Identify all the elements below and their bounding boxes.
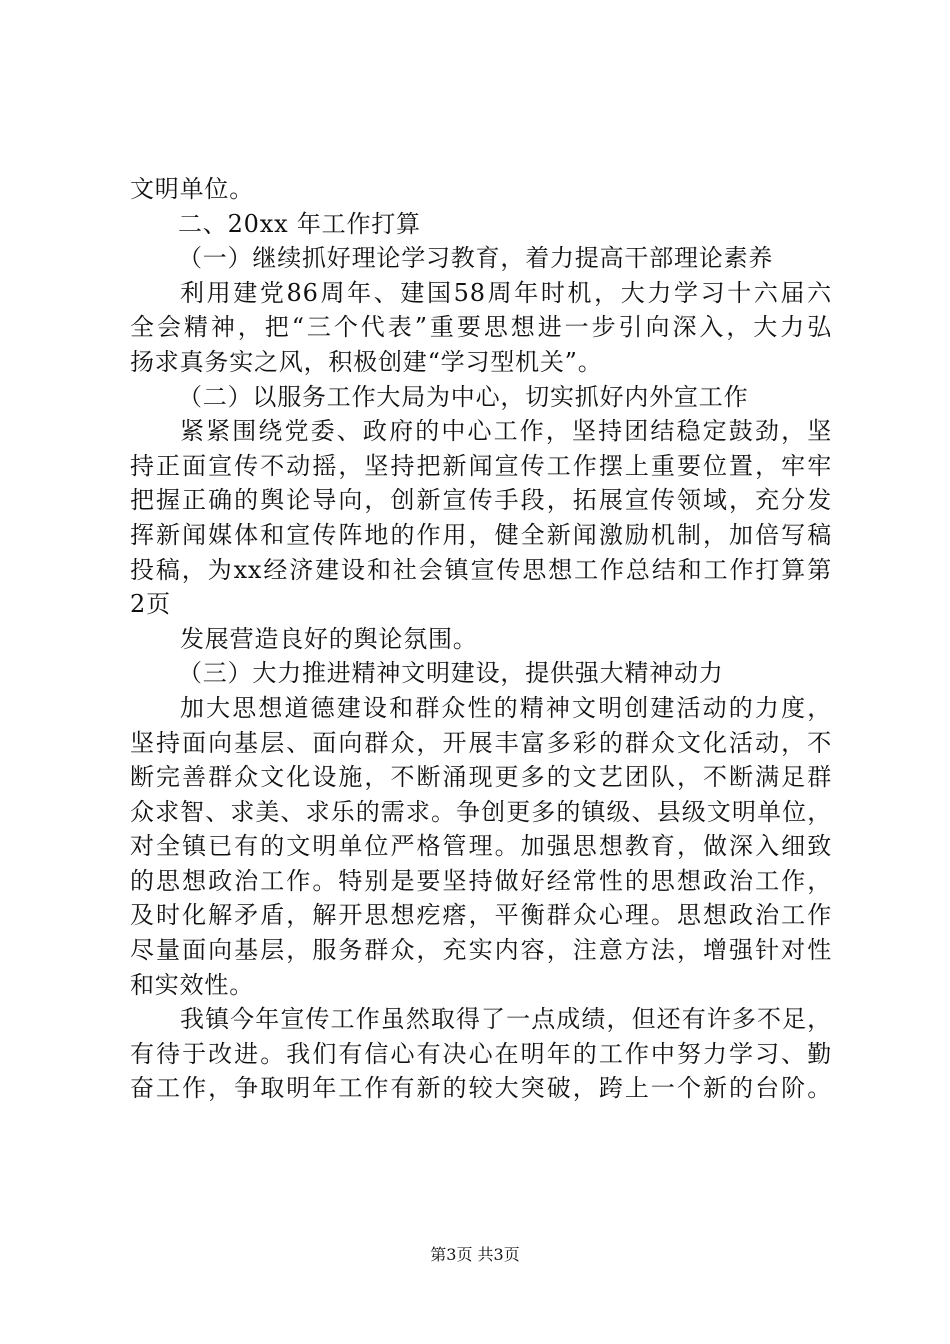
paragraph-line: 投稿，为xx经济建设和社会镇宣传思想工作总结和工作打算第 [130, 555, 832, 584]
paragraph-line: 2页 [130, 590, 171, 619]
paragraph-line: 众求智、求美、求乐的需求。争创更多的镇级、县级文明单位， [130, 797, 832, 826]
paragraph-line: 持正面宣传不动摇，坚持把新闻宣传工作摆上重要位置，牢牢 [130, 451, 832, 480]
paragraph-line: 和实效性。 [130, 970, 254, 999]
paragraph-line: 扬求真务实之风，积极创建“学习型机关”。 [130, 347, 603, 376]
paragraph-line: 奋工作，争取明年工作有新的较大突破，跨上一个新的台阶。 [130, 1074, 832, 1103]
page-number-footer: 第3页 共3页 [430, 1245, 520, 1264]
paragraph-line: 全会精神，把“三个代表”重要思想进一步引向深入，大力弘 [130, 313, 832, 342]
text-line: 文明单位。 [130, 175, 254, 203]
paragraph-line: 对全镇已有的文明单位严格管理。加强思想教育，做深入细致 [130, 832, 832, 861]
paragraph-line: 尽量面向基层，服务群众，充实内容，注意方法，增强针对性 [130, 936, 832, 965]
subsection-heading: （一）继续抓好理论学习教育，着力提高干部理论素养 [178, 244, 774, 273]
paragraph-line: 断完善群众文化设施，不断涌现更多的文艺团队，不断满足群 [130, 763, 832, 792]
paragraph-line: 发展营造良好的舆论氛围。 [180, 624, 478, 653]
paragraph-line: 我镇今年宣传工作虽然取得了一点成绩，但还有许多不足， [180, 1005, 832, 1034]
paragraph-line: 挥新闻媒体和宣传阵地的作用，健全新闻激励机制，加倍写稿 [130, 520, 832, 549]
subsection-heading: （二）以服务工作大局为中心，切实抓好内外宣工作 [178, 382, 749, 411]
paragraph-line: 利用建党86周年、建国58周年时机，大力学习十六届六 [180, 278, 832, 307]
paragraph-line: 把握正确的舆论导向，创新宣传手段，拓展宣传领域，充分发 [130, 486, 832, 515]
paragraph-line: 坚持面向基层、面向群众，开展丰富多彩的群众文化活动，不 [130, 728, 832, 757]
subsection-heading: （三）大力推进精神文明建设，提供强大精神动力 [178, 659, 724, 688]
document-body [130, 172, 832, 1106]
paragraph-line: 的思想政治工作。特别是要坚持做好经常性的思想政治工作， [130, 866, 832, 895]
paragraph-line: 及时化解矛盾，解开思想疙瘩，平衡群众心理。思想政治工作 [130, 901, 832, 930]
paragraph-line: 加大思想道德建设和群众性的精神文明创建活动的力度， [180, 693, 832, 722]
paragraph-line: 有待于改进。我们有信心有决心在明年的工作中努力学习、勤 [130, 1039, 832, 1068]
paragraph-line: 紧紧围绕党委、政府的中心工作，坚持团结稳定鼓劲，坚 [180, 417, 832, 446]
section-heading: 二、20xx 年工作打算 [178, 209, 421, 238]
